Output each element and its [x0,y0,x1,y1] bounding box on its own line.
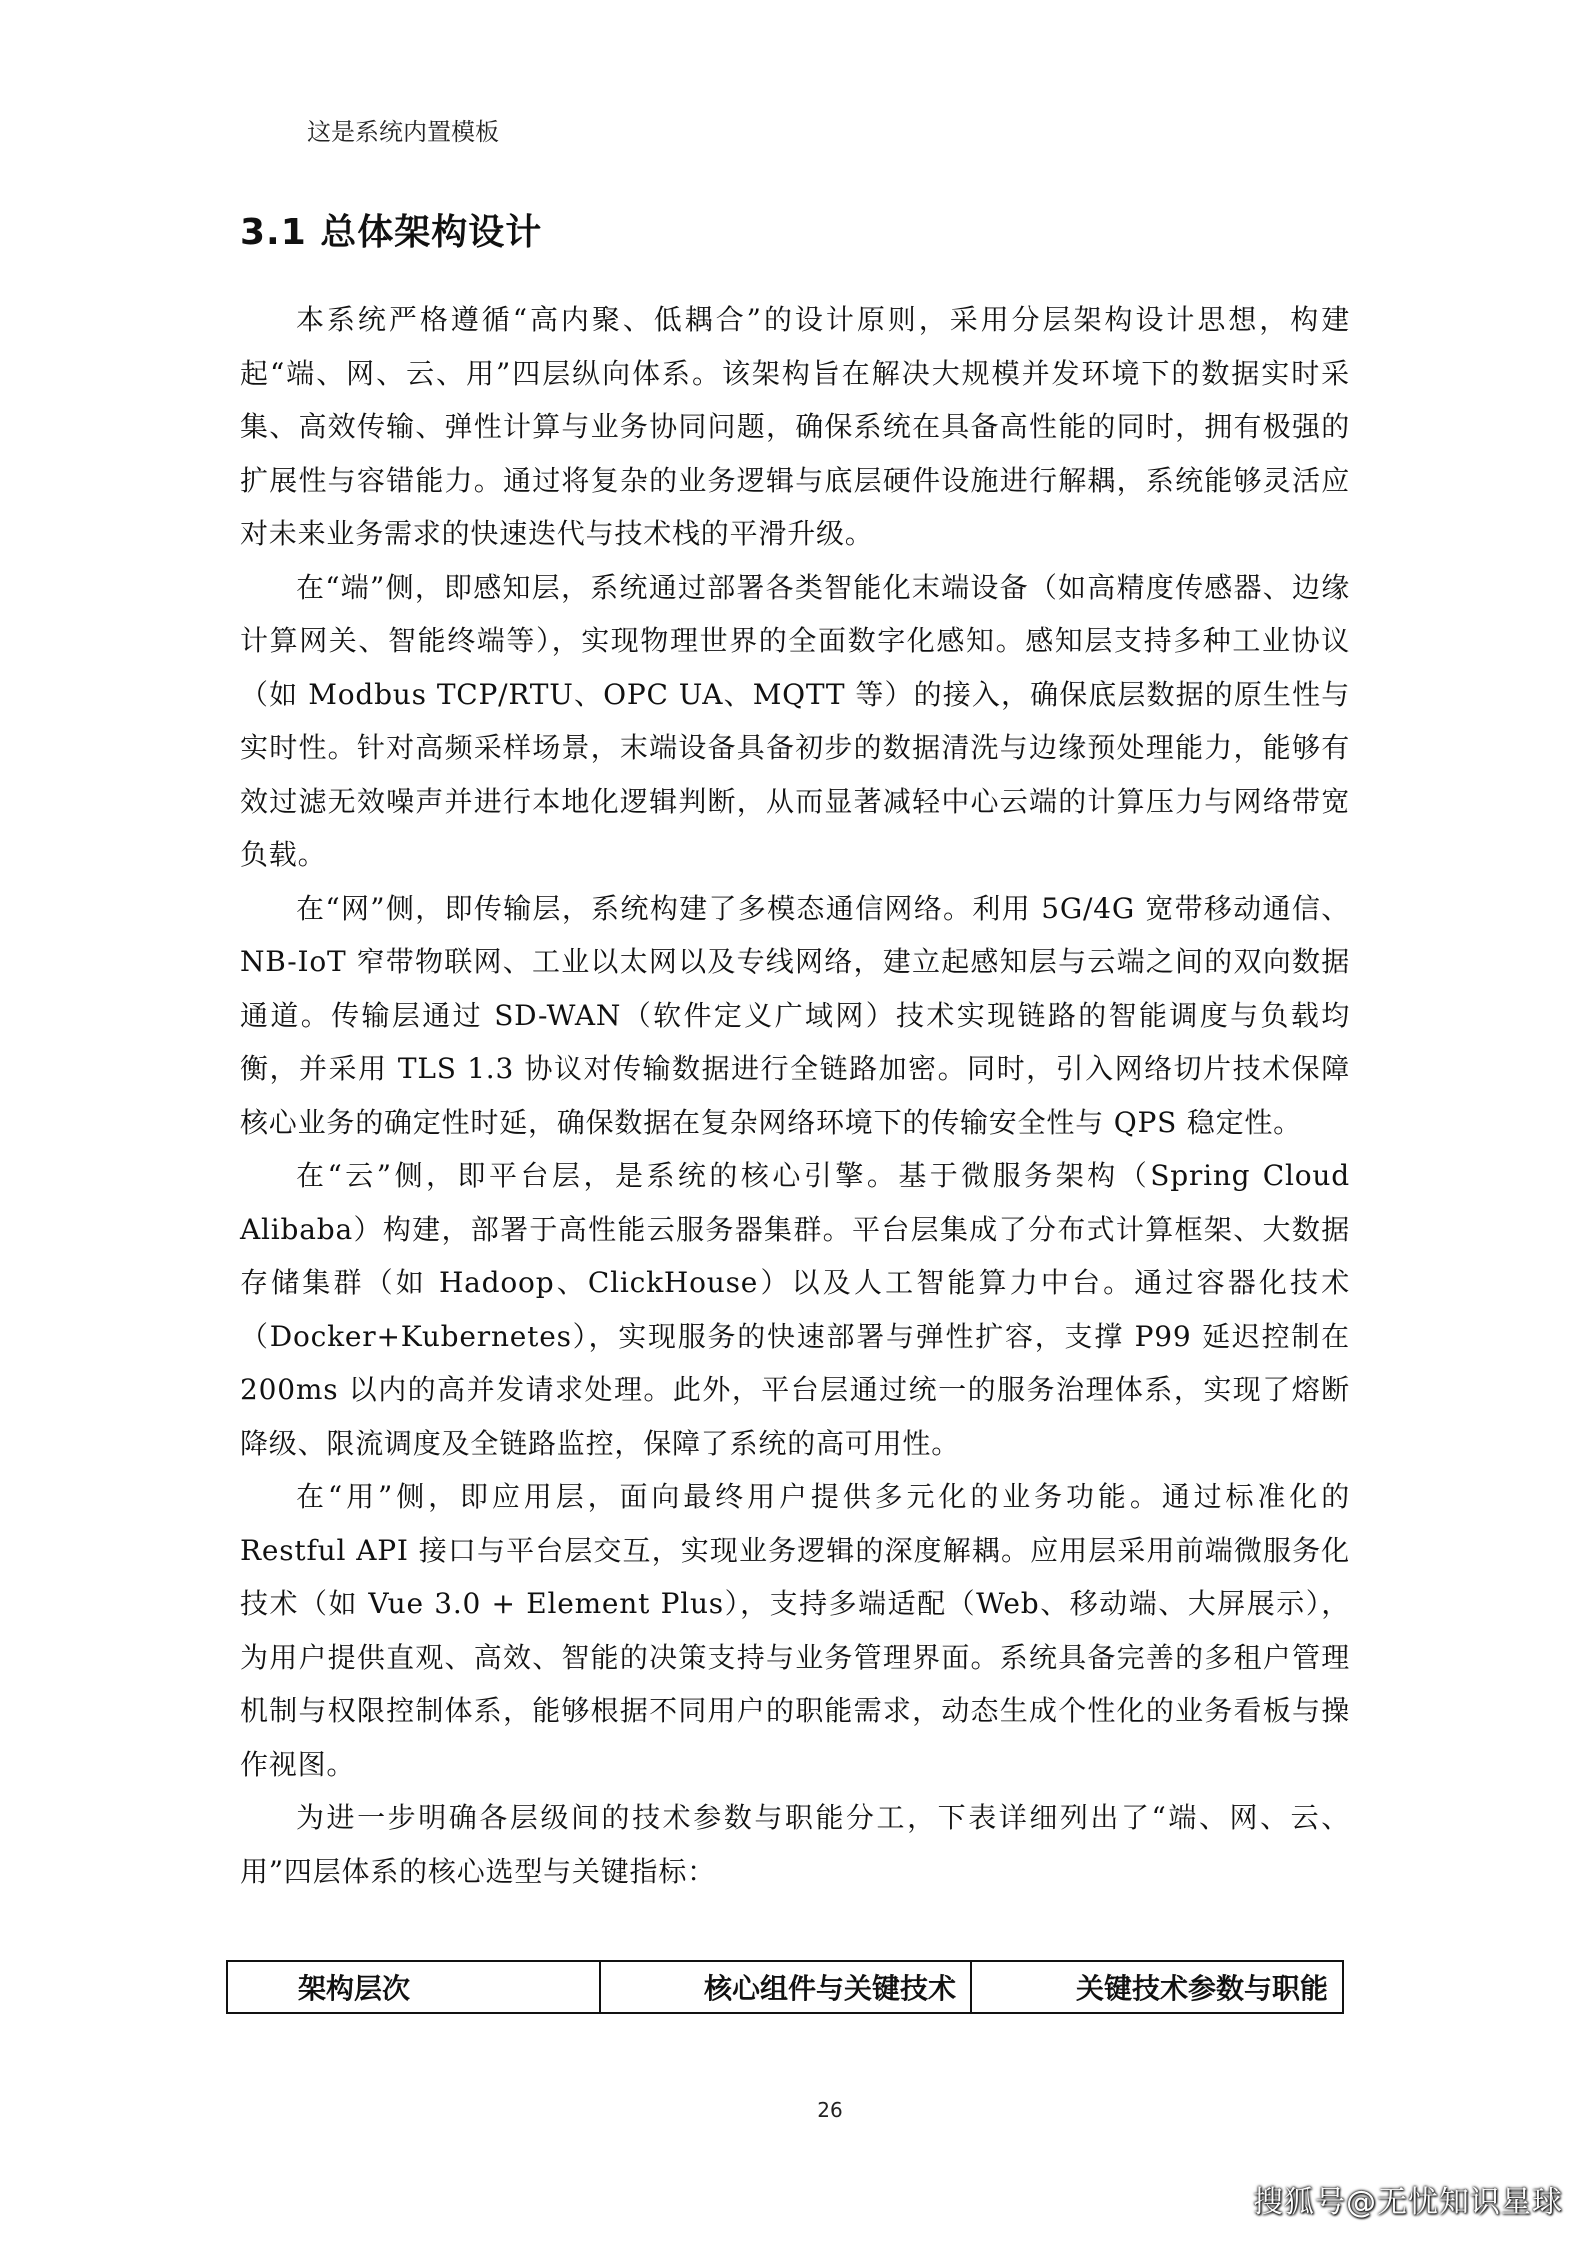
architecture-table [226,1960,1344,2014]
section-title: 3.1 总体架构设计 [240,212,543,253]
watermark: 搜狐号@无忧知识星球 [1253,2185,1563,2220]
table-header-layer: 架构层次 [227,1961,600,2013]
paragraph-overview: 本系统严格遵循“高内聚、低耦合”的设计原则，采用分层架构设计思想，构建起“端、网、云、用”四层纵向体系。该架构旨在解决大规模并发环境下的数据实时采集、高效传输、弹性计算与业务协同问题，确保系统在具备高性能的同时，拥有极强的扩展性与容错能力。通过将复杂的业务逻辑与底层硬件设施进行解耦，系统能够灵活应对未来业务需求的快速迭代与技术栈的平滑升级。 [240,303,1350,550]
page-number: 26 [817,2098,843,2122]
paragraph-perception-layer: 在“端”侧，即感知层，系统通过部署各类智能化末端设备（如高精度传感器、边缘计算网关、智能终端等），实现物理世界的全面数字化感知。感知层支持多种工业协议（如 Modbus TCP/RTU、OPC UA、MQTT 等）的接入，确保底层数据的原生性与实时性。针对高频采样场景，末端设备具备初步的数据清洗与边缘预处理能力，能够有效过滤无效噪声并进行本地化逻辑判断，从而显著减轻中心云端的计算压力与网络带宽负载。 [240,570,1350,871]
table-header-components: 核心组件与关键技术 [600,1961,971,2013]
body-text [240,293,1350,1898]
template-note: 这是系统内置模板 [307,118,499,146]
paragraph-transport-layer: 在“网”侧，即传输层，系统构建了多模态通信网络。利用 5G/4G 宽带移动通信、NB-IoT 窄带物联网、工业以太网以及专线网络，建立起感知层与云端之间的双向数据通道。传输层通过 SD-WAN（软件定义广域网）技术实现链路的智能调度与负载均衡，并采用 TLS 1.3 协议对传输数据进行全链路加密。同时，引入网络切片技术保障核心业务的确定性时延，确保数据在复杂网络环境下的传输安全性与 QPS 稳定性。 [240,891,1350,1139]
paragraph-platform-layer: 在“云”侧，即平台层，是系统的核心引擎。基于微服务架构（Spring Cloud Alibaba）构建，部署于高性能云服务器集群。平台层集成了分布式计算框架、大数据存储集群（如 Hadoop、ClickHouse）以及人工智能算力中台。通过容器化技术（Docker+Kubernetes），实现服务的快速部署与弹性扩容，支撑 P99 延迟控制在 200ms 以内的高并发请求处理。此外，平台层通过统一的服务治理体系，实现了熔断降级、限流调度及全链路监控，保障了系统的高可用性。 [240,1159,1350,1460]
table-header-row [227,1961,1343,2013]
paragraph-table-intro: 为进一步明确各层级间的技术参数与职能分工，下表详细列出了“端、网、云、用”四层体系的核心选型与关键指标： [240,1801,1350,1888]
paragraph-application-layer: 在“用”侧，即应用层，面向最终用户提供多元化的业务功能。通过标准化的 Restful API 接口与平台层交互，实现业务逻辑的深度解耦。应用层采用前端微服务化技术（如 Vue 3.0 + Element Plus），支持多端适配（Web、移动端、大屏展示），为用户提供直观、高效、智能的决策支持与业务管理界面。系统具备完善的多租户管理机制与权限控制体系，能够根据不同用户的职能需求，动态生成个性化的业务看板与操作视图。 [240,1480,1350,1781]
table-header-parameters: 关键技术参数与职能 [971,1961,1343,2013]
